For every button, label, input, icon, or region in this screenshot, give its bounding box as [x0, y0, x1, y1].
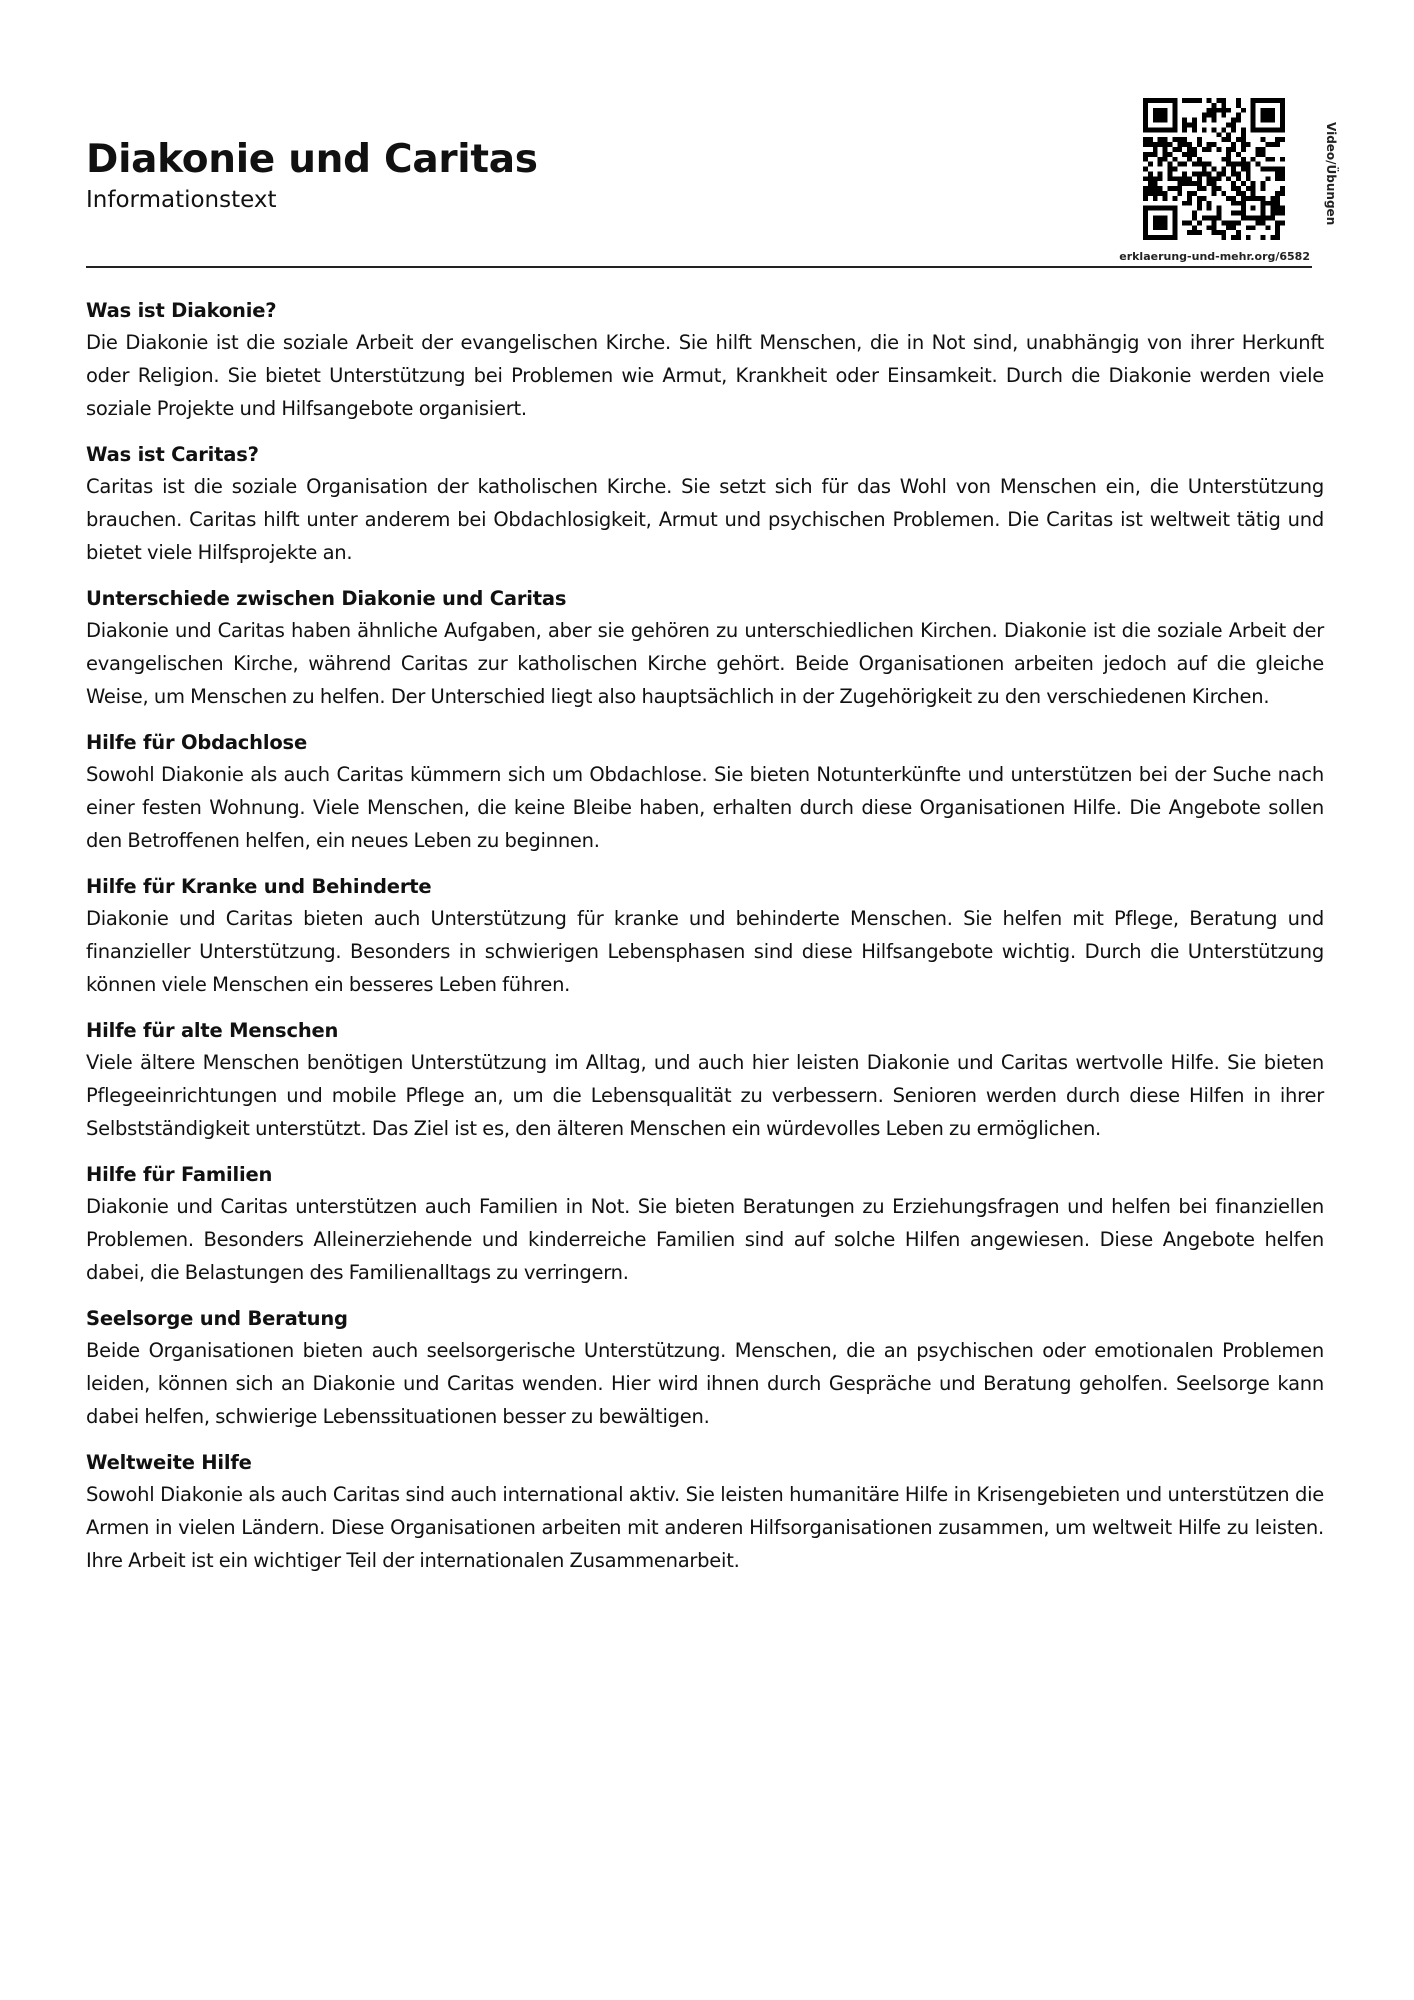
section-heading: Hilfe für alte Menschen — [86, 1019, 339, 1042]
section-hilfe-obdachlose — [86, 728, 1324, 857]
section-paragraph: Viele ältere Menschen benötigen Unterstützung im Alltag, und auch hier leisten Diakonie und Caritas wertvolle Hilfe. Sie bieten Pflegeeinrichtungen und mobile Pflege an, um die Lebensqualität zu verbessern. Senioren werden durch diese Hilfen in ihrer Selbstständigkeit unterstützt. Das Ziel ist es, den älteren Menschen ein würdevolles Leben zu ermöglichen. — [86, 1051, 1324, 1140]
section-paragraph: Caritas ist die soziale Organisation der katholischen Kirche. Sie setzt sich für das Wohl von Menschen ein, die Unterstützung brauchen. Caritas hilft unter anderem bei Obdachlosigkeit, Armut und psychischen Problemen. Die Caritas ist weltweit tätig und bietet viele Hilfsprojekte an. — [86, 475, 1324, 564]
section-was-ist-caritas — [86, 440, 1324, 569]
header-divider — [86, 266, 1312, 268]
section-paragraph: Sowohl Diakonie als auch Caritas kümmern sich um Obdachlose. Sie bieten Notunterkünfte und unterstützen bei der Suche nach einer festen Wohnung. Viele Menschen, die keine Bleibe haben, erhalten durch diese Organisationen Hilfe. Die Angebote sollen den Betroffenen helfen, ein neues Leben zu beginnen. — [86, 763, 1324, 852]
section-hilfe-kranke — [86, 872, 1324, 1001]
page-title: Diakonie und Caritas — [86, 137, 538, 182]
section-paragraph: Die Diakonie ist die soziale Arbeit der evangelischen Kirche. Sie hilft Menschen, die in Not sind, unabhängig von ihrer Herkunft oder Religion. Sie bietet Unterstützung bei Problemen wie Armut, Krankheit oder Einsamkeit. Durch die Diakonie werden viele soziale Projekte und Hilfsangebote organisiert. — [86, 331, 1324, 420]
qr-code-icon[interactable] — [1143, 98, 1285, 240]
section-paragraph: Diakonie und Caritas bieten auch Unterstützung für kranke und behinderte Menschen. Sie helfen mit Pflege, Beratung und finanzieller Unterstützung. Besonders in schwierigen Lebensphasen sind diese Hilfsangebote wichtig. Durch die Unterstützung können viele Menschen ein besseres Leben führen. — [86, 907, 1324, 996]
video-exercises-label: Video/Übungen — [1324, 122, 1338, 226]
page-header — [86, 136, 538, 214]
section-paragraph: Diakonie und Caritas unterstützen auch Familien in Not. Sie bieten Beratungen zu Erziehungsfragen und helfen bei finanziellen Problemen. Besonders Alleinerziehende und kinderreiche Familien sind auf solche Hilfen angewiesen. Diese Angebote helfen dabei, die Belastungen des Familienalltags zu verringern. — [86, 1195, 1324, 1284]
section-paragraph: Sowohl Diakonie als auch Caritas sind auch international aktiv. Sie leisten humanitäre Hilfe in Krisengebieten und unterstützen die Armen in vielen Ländern. Diese Organisationen arbeiten mit anderen Hilfsorganisationen zusammen, um weltweit Hilfe zu leisten. Ihre Arbeit ist ein wichtiger Teil der internationalen Zusammenarbeit. — [86, 1483, 1324, 1572]
section-heading: Seelsorge und Beratung — [86, 1307, 348, 1330]
section-heading: Hilfe für Obdachlose — [86, 731, 307, 754]
section-paragraph: Beide Organisationen bieten auch seelsorgerische Unterstützung. Menschen, die an psychischen oder emotionalen Problemen leiden, können sich an Diakonie und Caritas wenden. Hier wird ihnen durch Gespräche und Beratung geholfen. Seelsorge kann dabei helfen, schwierige Lebenssituationen besser zu bewältigen. — [86, 1339, 1324, 1428]
source-url[interactable]: erklaerung-und-mehr.org/6582 — [1119, 250, 1310, 263]
section-heading: Hilfe für Kranke und Behinderte — [86, 875, 432, 898]
section-paragraph: Diakonie und Caritas haben ähnliche Aufgaben, aber sie gehören zu unterschiedlichen Kirchen. Diakonie ist die soziale Arbeit der evangelischen Kirche, während Caritas zur katholischen Kirche gehört. Beide Organisationen arbeiten jedoch auf die gleiche Weise, um Menschen zu helfen. Der Unterschied liegt also hauptsächlich in der Zugehörigkeit zu den verschiedenen Kirchen. — [86, 619, 1324, 708]
section-heading: Was ist Diakonie? — [86, 299, 277, 322]
section-seelsorge — [86, 1304, 1324, 1433]
section-heading: Hilfe für Familien — [86, 1163, 273, 1186]
section-weltweite-hilfe — [86, 1448, 1324, 1577]
section-was-ist-diakonie — [86, 296, 1324, 425]
section-heading: Was ist Caritas? — [86, 443, 259, 466]
qr-code-graphic — [1143, 98, 1285, 240]
section-hilfe-alte-menschen — [86, 1016, 1324, 1145]
section-unterschiede — [86, 584, 1324, 713]
section-heading: Weltweite Hilfe — [86, 1451, 252, 1474]
page-subtitle: Informationstext — [86, 187, 277, 213]
text-body — [86, 296, 1324, 1592]
section-hilfe-familien — [86, 1160, 1324, 1289]
section-heading: Unterschiede zwischen Diakonie und Caritas — [86, 587, 567, 610]
